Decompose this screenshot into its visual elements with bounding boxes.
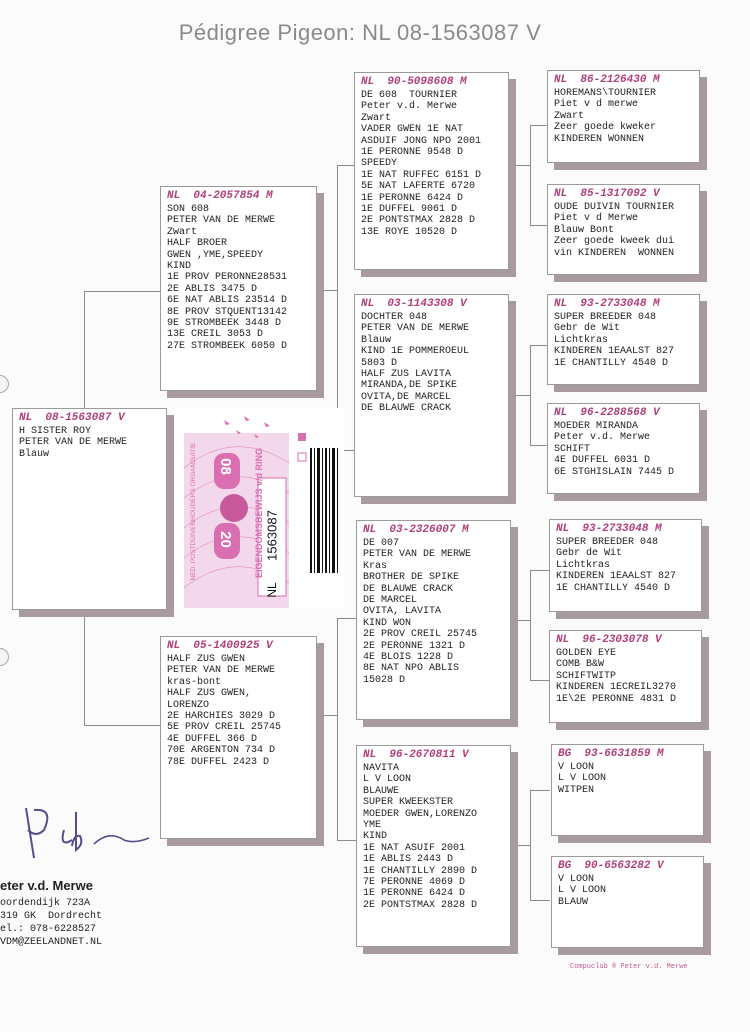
card-line: V LOON: [558, 762, 595, 773]
card-line: SPEEDY: [361, 158, 398, 170]
card-line: KINDEREN WONNEN: [554, 133, 645, 145]
connector: [512, 395, 530, 396]
card-line: SUPER BREEDER 048: [556, 537, 659, 548]
card-line: SON 608: [167, 204, 210, 215]
card-line: L V LOON: [558, 773, 607, 785]
card-line: H SISTER ROY: [19, 426, 92, 437]
card-line: 5E NAT LAFERTE 6720: [361, 181, 476, 193]
connector: [512, 165, 530, 166]
connector: [530, 790, 550, 791]
pigeon-card-mother: [160, 636, 317, 839]
ring-number: BG 90-6563282 V: [558, 860, 664, 872]
cert-ring-number: 1563087: [264, 510, 280, 561]
pigeon-card-mmm: [551, 856, 704, 948]
ring-number: NL 05-1400925 V: [167, 640, 273, 652]
card-line: MOEDER MIRANDA: [554, 421, 639, 432]
ring-number: NL 93-2733048 M: [554, 298, 660, 310]
pigeon-card-fmf: [547, 294, 700, 385]
card-line: PETER VAN DE MERWE: [363, 549, 472, 561]
pigeon-card-ff: [354, 72, 509, 270]
card-line: DE 608 TOURNIER: [361, 90, 458, 101]
card-line: Blauw: [19, 448, 50, 460]
card-line: Peter v.d. Merwe: [361, 101, 458, 113]
connector: [84, 291, 166, 292]
card-line: Zeer goede kweek dui: [554, 236, 675, 248]
card-line: 6E STGHISLAIN 7445 D: [554, 466, 675, 478]
card-line: 6E NAT ABLIS 23514 D: [167, 295, 288, 307]
card-line: 8E PROV STQUENT13142: [167, 306, 288, 318]
owner-city: 319 GK Dordrecht: [0, 911, 103, 922]
card-line: SCHIFT: [554, 443, 591, 455]
card-line: 1E PROV PERONNE28531: [167, 272, 288, 284]
card-line: HALF ZUS GWEN,: [167, 688, 252, 700]
card-line: DE 007: [363, 538, 400, 549]
card-line: 70E ARGENTON 734 D: [167, 745, 276, 757]
card-line: Peter v.d. Merwe: [554, 432, 651, 444]
connector: [84, 612, 85, 725]
card-line: Zeer goede kweker: [554, 122, 657, 134]
pigeon-card-mfm: [549, 630, 702, 723]
card-line: OUDE DUIVIN TOURNIER: [554, 202, 675, 213]
card-line: SCHIFTWITP: [556, 670, 617, 682]
pigeon-card-mm: [356, 745, 511, 947]
card-line: 13E CREIL 3053 D: [167, 329, 264, 341]
pigeon-card-subject: [12, 408, 167, 610]
card-line: SUPER BREEDER 048: [554, 312, 657, 323]
card-line: Lichtkras: [556, 559, 611, 571]
cert-org: NED. POSTDUIVENHOUDERS ORGANISATIE: [190, 442, 197, 581]
pigeon-card-fm: [354, 294, 509, 497]
pigeon-card-fmm: [547, 403, 700, 494]
card-line: Zwart: [361, 112, 392, 124]
binder-hole: [0, 375, 9, 393]
software-credit: Compuclub ® Peter v.d. Merwe: [570, 963, 688, 971]
card-line: KIND: [363, 831, 388, 843]
pigeon-card-ffm: [547, 184, 700, 275]
ring-number: NL 03-1143308 V: [361, 298, 467, 310]
owner-phone: el.: 078-6228527: [0, 924, 97, 935]
connector: [530, 570, 531, 680]
card-line: COMB B&W: [556, 659, 605, 671]
ring-number: NL 08-1563087 V: [19, 412, 125, 424]
binder-hole: [0, 648, 9, 666]
ring-number: NL 93-2733048 M: [556, 523, 662, 535]
card-line: 2E PONTSTMAX 2828 D: [363, 899, 478, 911]
ring-number: NL 96-2303078 V: [556, 634, 662, 646]
card-line: PETER VAN DE MERWE: [19, 437, 128, 449]
ring-number: NL 96-2288568 V: [554, 407, 660, 419]
pigeon-card-father: [160, 186, 317, 391]
pigeon-card-mmf: [551, 744, 704, 836]
card-line: Piet v d Merwe: [554, 213, 639, 225]
connector: [530, 680, 550, 681]
card-line: KINDEREN 1ECREIL3270: [556, 682, 677, 694]
page-title: Pédigree Pigeon: NL 08-1563087 V: [178, 20, 542, 45]
connector: [84, 725, 166, 726]
owner-email: VDM@ZEELANDNET.NL: [0, 937, 103, 948]
card-line: L V LOON: [558, 885, 607, 897]
card-line: 4E DUFFEL 366 D: [167, 733, 258, 745]
card-line: Gebr de Wit: [554, 323, 621, 335]
card-line: kras-bont: [167, 676, 222, 688]
cert-country: NL: [265, 582, 279, 598]
card-line: 15028 D: [363, 674, 406, 686]
connector: [512, 845, 530, 846]
pigeon-card-mff: [549, 519, 702, 612]
card-line: 1E NAT RUFFEC 6151 D: [361, 169, 482, 181]
connector: [530, 570, 550, 571]
card-line: 78E DUFFEL 2423 D: [167, 756, 270, 768]
connector: [337, 618, 338, 840]
pigeon-card-fff: [547, 70, 700, 163]
card-line: HALF BROER: [167, 238, 228, 250]
card-line: BLAUWE: [363, 785, 400, 797]
card-line: KIND 1E POMMEROEUL: [361, 346, 470, 358]
card-line: 5E PROV CREIL 25745: [167, 722, 282, 734]
connector: [530, 790, 531, 900]
card-line: V LOON: [558, 874, 595, 885]
card-line: PETER VAN DE MERWE: [361, 323, 470, 335]
card-line: DE MARCEL: [363, 595, 418, 607]
card-line: HALF ZUS GWEN: [167, 654, 246, 665]
owner-name: eter v.d. Merwe: [0, 878, 93, 893]
card-line: vin KINDEREN WONNEN: [554, 247, 675, 259]
card-line: ASDUIF JONG NPO 2001: [361, 135, 482, 147]
card-line: 1E DUFFEL 9061 D: [361, 204, 458, 216]
card-line: 27E STROMBEEK 6050 D: [167, 340, 288, 352]
card-line: 2E HARCHIES 3029 D: [167, 711, 276, 723]
card-line: Zwart: [554, 110, 585, 122]
ring-number: NL 04-2057854 M: [167, 190, 273, 202]
connector: [337, 840, 358, 841]
card-line: HALF ZUS LAVITA: [361, 369, 452, 381]
card-line: 13E ROYE 10520 D: [361, 226, 458, 238]
owner-street: oordendijk 723A: [0, 898, 91, 909]
card-line: 7E PERONNE 4069 D: [363, 877, 466, 889]
connector: [322, 715, 337, 716]
card-line: 9E STROMBEEK 3448 D: [167, 318, 282, 330]
card-line: 1E\2E PERONNE 4831 D: [556, 693, 677, 705]
card-line: WITPEN: [558, 784, 595, 796]
card-line: Blauw Bont: [554, 224, 615, 236]
card-line: 1E CHANTILLY 2890 D: [363, 865, 478, 877]
card-line: NAVITA: [363, 763, 400, 774]
card-line: BROTHER DE SPIKE: [363, 572, 460, 584]
card-line: 1E PERONNE 6424 D: [361, 192, 464, 204]
card-line: GOLDEN EYE: [556, 648, 617, 659]
card-line: 1E NAT ASUIF 2001: [363, 842, 466, 854]
connector: [530, 125, 531, 225]
card-line: BLAUW: [558, 896, 589, 908]
card-line: Piet v d merwe: [554, 99, 639, 111]
card-line: VADER GWEN 1E NAT: [361, 124, 464, 136]
card-line: L V LOON: [363, 774, 412, 786]
card-line: Kras: [363, 560, 388, 572]
connector: [512, 620, 530, 621]
pigeon-card-mf: [356, 520, 511, 720]
card-line: 1E ABLIS 2443 D: [363, 854, 454, 866]
card-line: KINDEREN 1EAALST 827: [554, 346, 675, 358]
card-line: OVITA, LAVITA: [363, 606, 442, 618]
card-line: KINDEREN 1EAALST 827: [556, 571, 677, 583]
card-line: 4E DUFFEL 6031 D: [554, 455, 651, 467]
cert-year: 08: [216, 458, 234, 475]
card-line: DE BLAUWE CRACK: [361, 403, 452, 415]
ring-number: NL 96-2670811 V: [363, 749, 469, 761]
cert-series: 20: [216, 531, 234, 548]
connector: [84, 291, 85, 411]
card-line: KIND WON: [363, 617, 412, 629]
card-line: Zwart: [167, 226, 198, 238]
card-line: 2E PERONNE 1321 D: [363, 640, 466, 652]
card-line: Blauw: [361, 334, 392, 346]
card-line: 2E PONTSTMAX 2828 D: [361, 215, 476, 227]
card-line: MIRANDA,DE SPIKE: [361, 380, 458, 392]
card-line: 1E PERONNE 9548 D: [361, 147, 464, 159]
card-line: LORENZO: [167, 699, 210, 711]
card-line: KIND: [167, 261, 192, 273]
ring-certificate: [174, 408, 344, 608]
card-line: DE BLAUWE CRACK: [363, 583, 454, 595]
card-line: 2E PROV CREIL 25745: [363, 629, 478, 641]
card-line: 2E ABLIS 3475 D: [167, 283, 258, 295]
signature: [14, 800, 154, 870]
card-line: OVITA,DE MARCEL: [361, 391, 452, 403]
card-line: 8E NAT NPO ABLIS: [363, 663, 460, 675]
card-line: YME: [363, 820, 382, 832]
ring-number: NL 86-2126430 M: [554, 74, 660, 86]
card-line: Lichtkras: [554, 334, 609, 346]
connector: [530, 900, 550, 901]
ring-number: NL 85-1317092 V: [554, 188, 660, 200]
ring-number: NL 03-2326007 M: [363, 524, 469, 536]
card-line: 1E PERONNE 6424 D: [363, 888, 466, 900]
ring-number: BG 93-6631859 M: [558, 748, 664, 760]
connector: [322, 290, 337, 291]
card-line: 1E CHANTILLY 4540 D: [556, 582, 671, 594]
card-line: 4E BLOIS 1228 D: [363, 652, 454, 664]
card-line: 1E CHANTILLY 4540 D: [554, 357, 669, 369]
cert-doc: EIGENDOMSBEWIJS v/d RING: [254, 447, 264, 579]
card-line: SUPER KWEEKSTER: [363, 797, 454, 809]
ring-number: NL 90-5098608 M: [361, 76, 467, 88]
card-line: GWEN ,YME,SPEEDY: [167, 249, 264, 261]
card-line: PETER VAN DE MERWE: [167, 665, 276, 677]
card-line: HOREMANS\TOURNIER: [554, 88, 657, 99]
card-line: 5803 D: [361, 357, 398, 369]
card-line: MOEDER GWEN,LORENZO: [363, 808, 478, 820]
connector: [337, 618, 358, 619]
card-line: DOCHTER 048: [361, 312, 428, 323]
card-line: Gebr de Wit: [556, 548, 623, 560]
connector: [530, 345, 531, 445]
card-line: PETER VAN DE MERWE: [167, 215, 276, 227]
